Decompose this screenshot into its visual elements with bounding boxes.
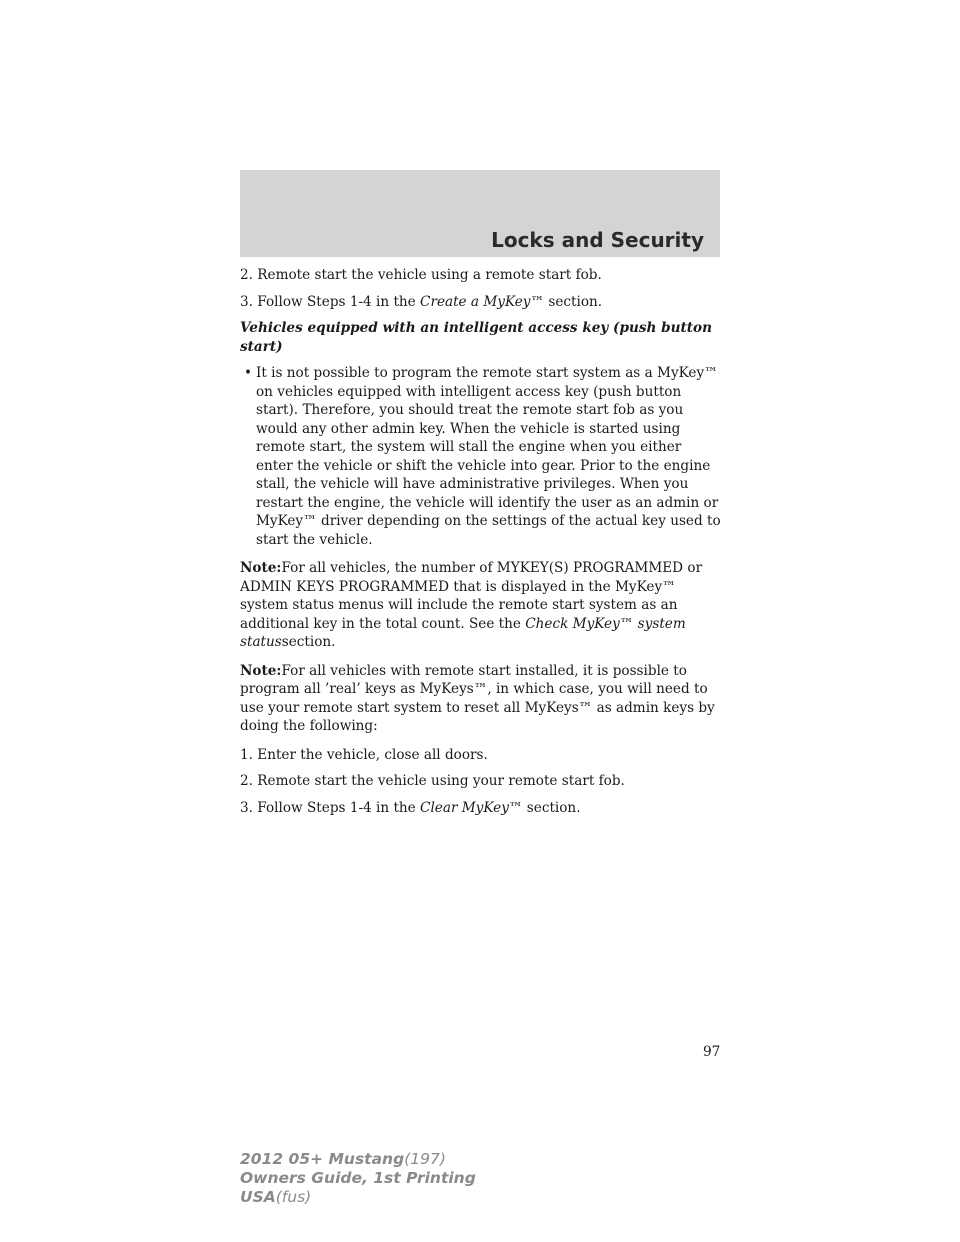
check-mykey-status-reference: Check MyKey™ system status [240, 615, 686, 650]
section-title: Locks and Security [491, 228, 704, 252]
bullet-item [240, 364, 722, 549]
bullet-text: It is not possible to program the remote start system as a MyKey™ on vehicles equipped with intelligent access key (push button start). Therefore, you should treat the remote start fob as you would any other admin key. When the vehicle is started using remote start, the system will stall the engine when you either enter the vehicle or shift the vehicle into gear. Prior to the engine stall, the vehicle will have administrative privileges. When you restart the engine, the vehicle will identify the user as an admin or MyKey™ driver depending on the settings of the actual key used to start the vehicle. [256, 365, 721, 548]
section-header-band [240, 170, 720, 257]
page-number: 97 [703, 1044, 721, 1060]
bullet-dot: • [243, 365, 253, 381]
step-2-remote-start: 2. Remote start the vehicle using a remote start fob. [240, 267, 602, 283]
note-2: Note:For all vehicles with remote start installed, it is possible to program all ’real’ keys as MyKeys™, in which case, you will need to use your remote start system to reset all MyKeys™ as admin keys by doing the following: [240, 662, 715, 734]
footer-print-info [240, 1150, 476, 1207]
footer-model-code: (197) [404, 1150, 446, 1168]
note-label: Note: [240, 662, 282, 679]
footer-guide: Owners Guide, 1st Printing [240, 1169, 476, 1187]
step-2-remote-start-fob: 2. Remote start the vehicle using your remote start fob. [240, 773, 625, 789]
step-3-follow-clear: 3. Follow Steps 1-4 in the Clear MyKey™ section. [240, 799, 581, 816]
page-body [240, 266, 722, 825]
create-mykey-reference: Create a MyKey™ [420, 293, 545, 310]
step-1-enter-vehicle: 1. Enter the vehicle, close all doors. [240, 746, 488, 763]
footer-market: USA [240, 1188, 276, 1206]
footer-model: 2012 05+ Mustang [240, 1150, 405, 1168]
note-1: Note:For all vehicles, the number of MYKEY(S) PROGRAMMED or ADMIN KEYS PROGRAMMED that is displayed in the MyKey™ system status menus will include the remote start system as an additional key in the total count. See the Check MyKey™ system statussection. [240, 560, 703, 650]
clear-mykey-reference: Clear MyKey™ [420, 799, 523, 816]
subheading-intelligent-access: Vehicles equipped with an intelligent access key (push button start) [240, 320, 713, 355]
step-3-follow-create: 3. Follow Steps 1-4 in the Create a MyKey™ section. [240, 293, 603, 310]
note-label: Note: [240, 560, 282, 576]
footer-market-code: (fus) [275, 1188, 312, 1206]
